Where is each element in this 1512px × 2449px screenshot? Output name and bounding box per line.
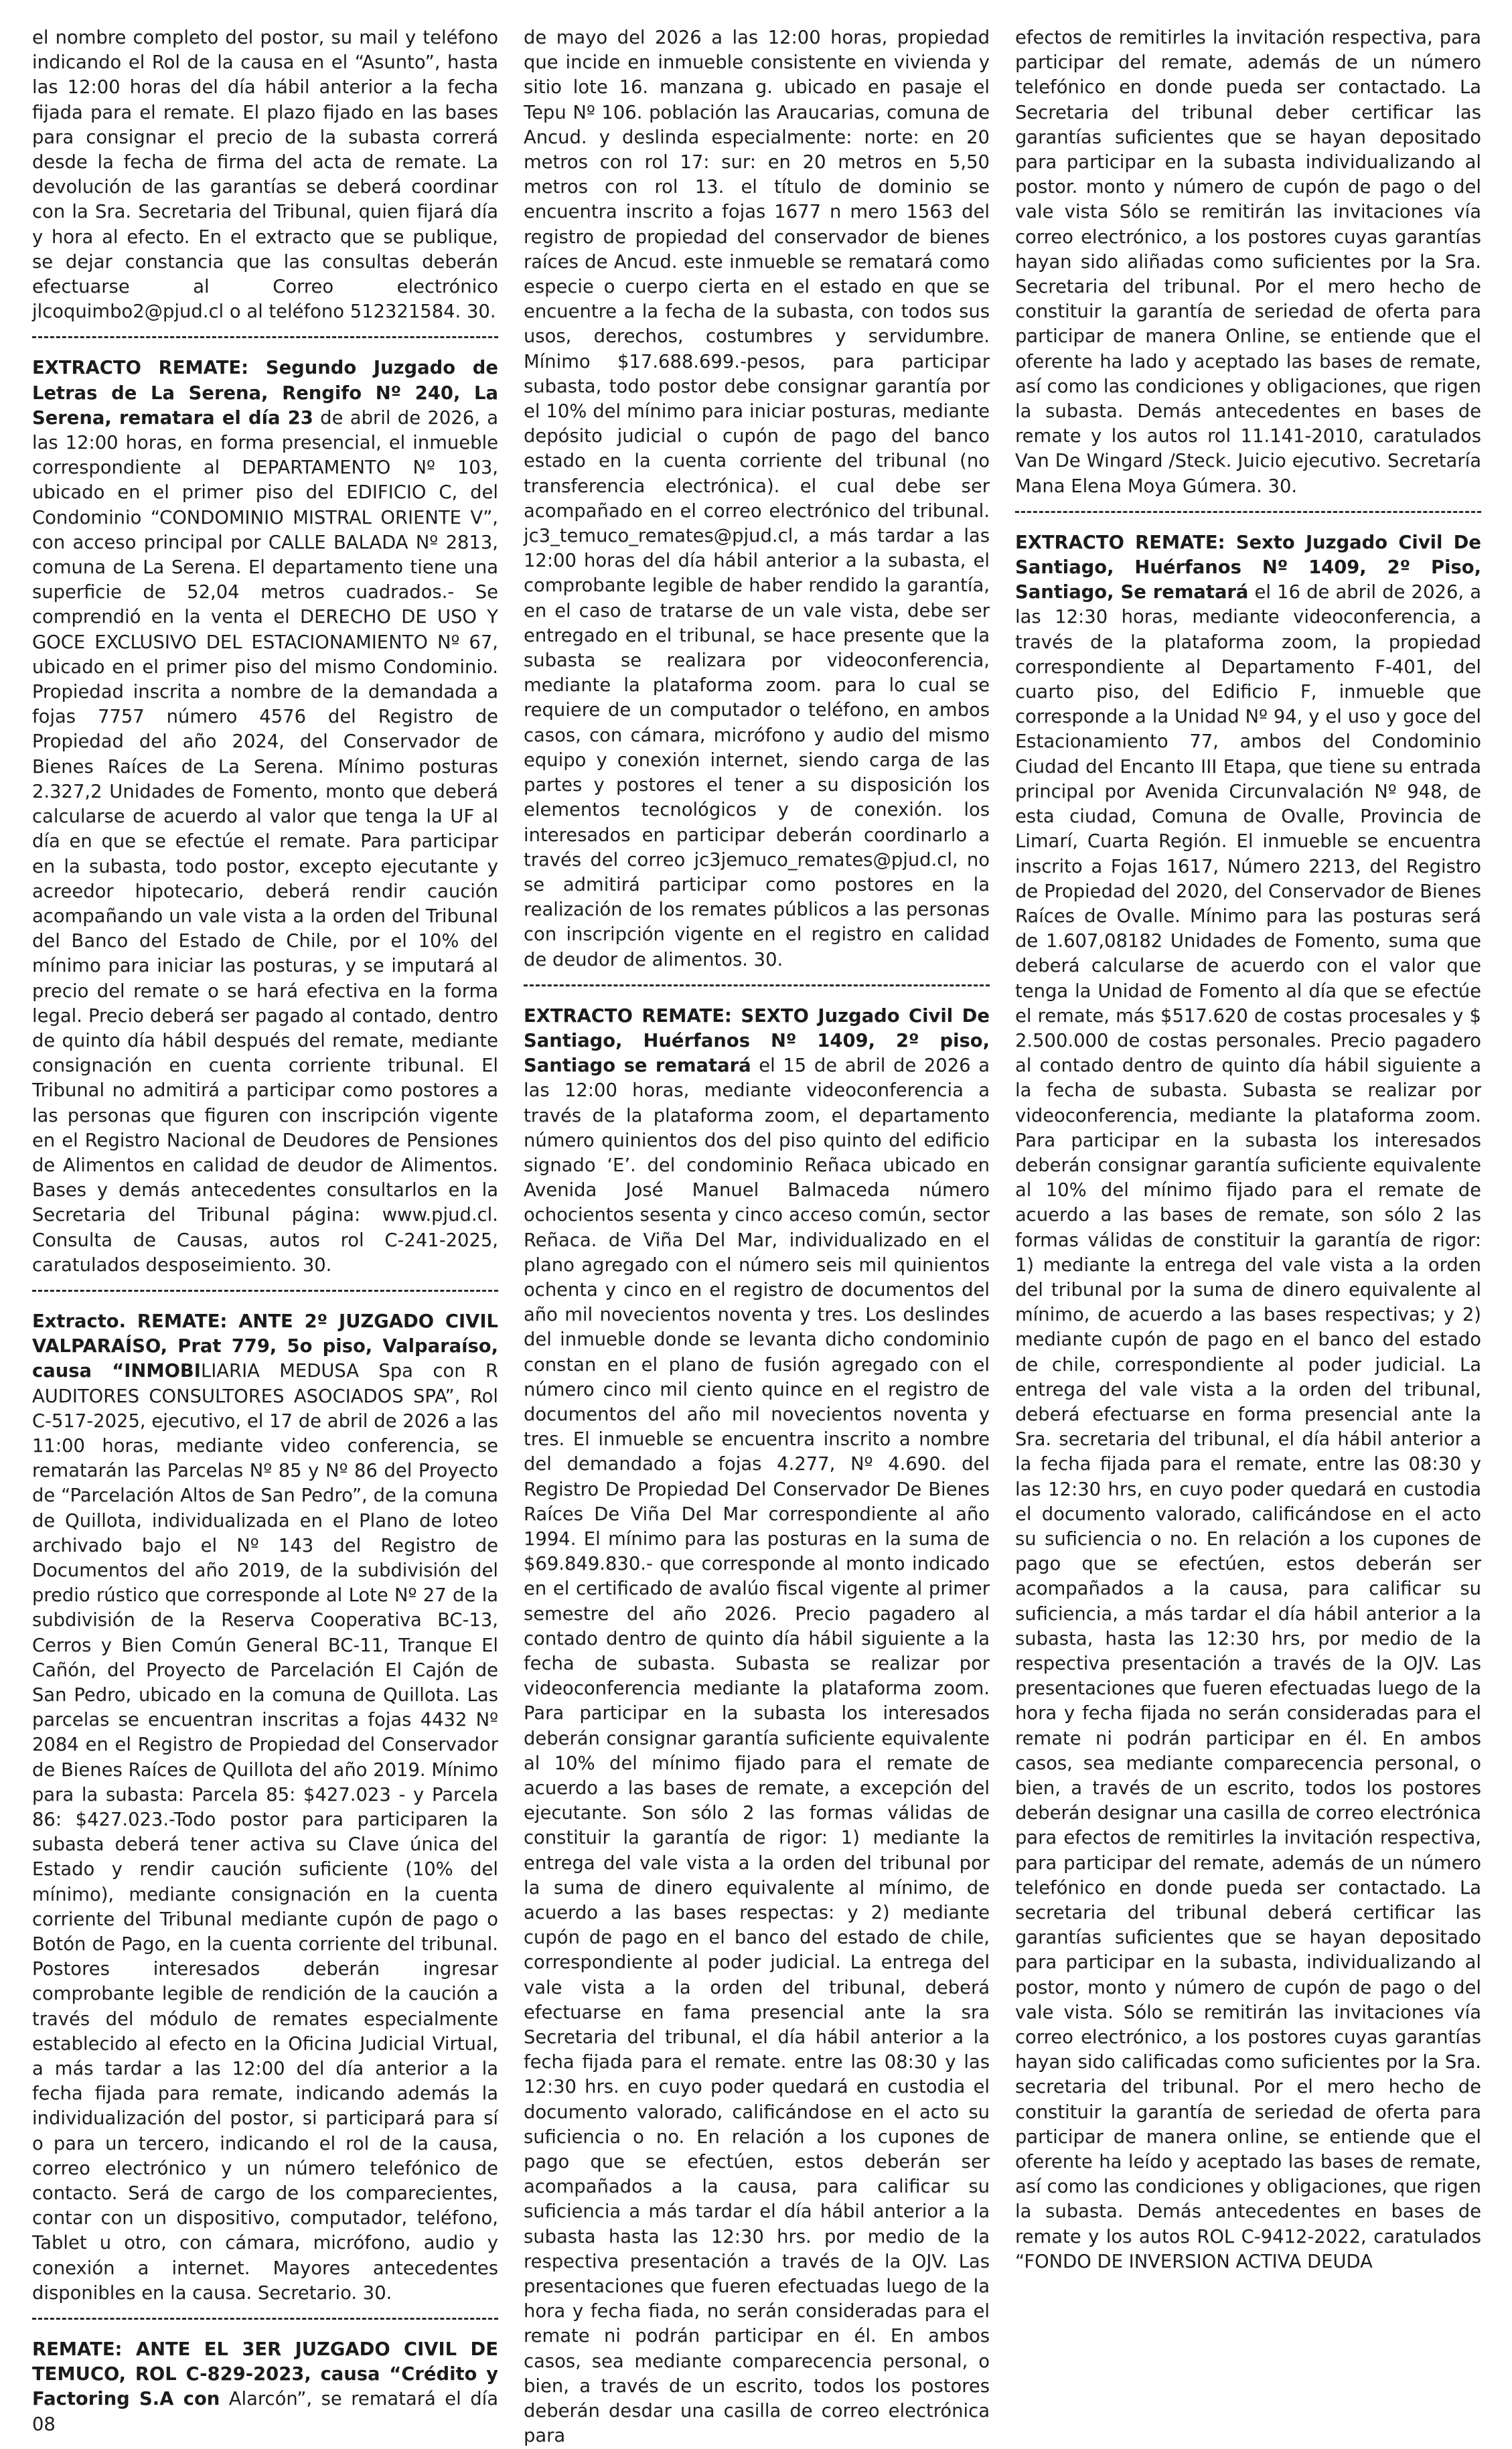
- notice-continuation: [524, 25, 990, 972]
- notice-divider: [32, 336, 498, 338]
- notice-heading: EXTRACTO REMATE: Segundo Juzgado de Letras de La Serena, Rengifo Nº 240, La Serena, rematara el día 23: [32, 358, 498, 429]
- notice-continuation: [32, 25, 498, 324]
- column-1: [32, 25, 498, 2435]
- notice-body: de abril de 2026, a las 12:00 horas, en forma presencial, el inmueble correspondiente al DEPARTAMENTO Nº 103, ubicado en el primer piso del EDIFICIO C, del Condominio “CONDOMINIO MISTRAL ORIENTE V”, con acceso principal por CALLE BALADA Nº 2813, comuna de La Serena. El departamento tiene una superficie de 52,04 metros cuadrados.- Se comprendió en la venta el DERECHO DE USO Y GOCE EXCLUSIVO DEL ESTACIONAMIENTO Nº 67, ubicado en el primer piso del mismo Condominio. Propiedad inscrita a nombre de la demandada a fojas 7757 número 4576 del Registro de Propiedad del año 2024, del Conservador de Bienes Raíces de La Serena. Mínimo posturas 2.327,2 Unidades de Fomento, monto que deberá calcularse de acuerdo al valor que tenga la UF al día en que se efectúe el remate. Para participar en la subasta, todo postor, excepto ejecutante y acreedor hipotecario, deberá rendir caución acompañando un vale vista a la orden del Tribunal del Banco del Estado de Chile, por el 10% del mínimo para iniciar las posturas, y se imputará al precio del remate o se hará efectiva en la forma legal. Precio deberá ser pagado al contado, dentro de quinto día hábil después del remate, mediante consignación en cuenta corriente tribunal. El Tribunal no admitirá a participar como postores a las personas que figuren con inscripción vigente en el Registro Nacional de Deudores de Pensiones de Alimentos en calidad de deudor de Alimentos. Bases y demás antecedentes consultarlos en la Secretaria del Tribunal página: www.pjud.cl. Consulta de Causas, autos rol C-241-2025, caratulados desposeimiento. 30.: [32, 407, 498, 1276]
- notice-body: el 16 de abril de 2026, a las 12:30 horas, mediante videoconferencia, a través de la plataforma zoom, la propiedad correspondiente al Departamento F-401, del cuarto piso, del Edificio F, inmueble que corresponde a la Unidad Nº 94, y el uso y goce del Estacionamiento 77, ambos del Condominio Ciudad del Encanto III Etapa, que tiene su entrada principal por Avenida Circunvalación Nº 948, de esta ciudad, Comuna de Ovalle, Provincia de Limarí, Cuarta Región. El inmueble se encuentra inscrito a Fojas 1617, Número 2213, del Registro de Propiedad del 2020, del Conservador de Bienes Raíces de Ovalle. Mínimo para las posturas será de 1.607,08182 Unidades de Fomento, suma que deberá calcularse de acuerdo con el valor que tenga la Unidad de Fomento al día que se efectúe el remate, más $517.620 de costas procesales y $ 2.500.000 de costas personales. Precio pagadero al contado dentro de quinto día hábil siguiente a la fecha de subasta. Subasta se realizar por videoconferencia, mediante la plataforma zoom. Para participar en la subasta los interesados deberán consignar garantía suficiente equivalente al 10% del mínimo fijado para el remate de acuerdo a las bases de remate, son sólo 2 las formas válidas de constituir la garantía de rigor: 1) mediante la entrega del vale vista a la orden del tribunal por la suma de dinero equivalente al mínimo, de acuerdo a las bases respectivas; y 2) mediante cupón de pago en el banco del estado de chile, correspondiente al poder judicial. La entrega del vale vista a la orden del tribunal, deberá efectuarse en forma presencial ante la Sra. secretaria del tribunal, el día hábil anterior a la fecha fijada para el remate, entre las 08:30 y las 12:30 hrs, en cuyo poder quedará en custodia el documento valorado, calificándose en el acto su suficiencia o no. En relación a los cupones de pago que se efectúen, estos deberán ser acompañados a la causa, para calificar su suficiencia, a más tardar el día hábil anterior a la subasta, hasta las 12:30 hrs, por medio de la respectiva presentación a través de la OJV. Las presentaciones que fueren efectuadas luego de la hora y fecha fijada no serán consideradas para el remate ni podrán participar en él. En ambos casos, sea mediante comparecencia personal, o bien, a través de un escrito, todos los postores deberán designar una casilla de correo electrónica para efectos de remitirles la invitación respectiva, para participar del remate, además de un número telefónico en donde pueda ser contactado. La secretaria del tribunal deberá certificar las garantías suficientes que se hayan depositado para participar en la subasta, individualizando al postor, monto y número de cupón de pago o del vale vista. Sólo se remitirán las invitaciones vía correo electrónico, a los postores cuyas garantías hayan sido calificadas como suficientes por la Sra. secretaria del tribunal. Por el mero hecho de constituir la garantía de seriedad de oferta para participar de manera online, se entiende que el oferente ha leído y aceptado las bases de remate, así como las condiciones y obligaciones, que rigen la subasta. Demás antecedentes en bases de remate y los autos ROL C-9412-2022, caratulados “FONDO DE INVERSION ACTIVA DEUDA: [1015, 582, 1482, 2272]
- column-3: [1015, 25, 1482, 2272]
- notice: [1015, 530, 1481, 2274]
- column-2: [524, 25, 990, 2447]
- notice: [32, 2337, 498, 2437]
- notice-body: efectos de remitirles la invitación respectiva, para participar del remate, además de un número telefónico en donde pueda ser contactado. La Secretaria del tribunal deber certificar las garantías suficientes que se hayan depositado para participar en la subasta individualizando al postor. monto y número de cupón de pago o del vale vista Sólo se remitirán las invitaciones vía correo electrónico, a los postores cuyas garantías hayan sido aliñadas como suficientes por la Sra. Secretaria del tribunal. Por el mero hecho de constituir la garantía de seriedad de oferta para participar de manera Online, se entiende que el oferente ha lado y aceptado las bases de remate, así como las condiciones y obligaciones, que rigen la subasta. Demás antecedentes en bases de remate y los autos rol 11.141-2010, caratulados Van De Wingard /Steck. Juicio ejecutivo. Secretaría Mana Elena Moya Gúmera. 30.: [1015, 27, 1481, 497]
- notice-divider: [32, 2318, 498, 2320]
- notice-body: de mayo del 2026 a las 12:00 horas, propiedad que incide en inmueble consistente en vivienda y sitio lote 16. manzana g. ubicado en pasaje el Tepu Nº 106. población las Araucarias, comuna de Ancud. y deslinda especialmente: norte: en 20 metros con rol 17: sur: en 20 metros en 5,50 metros con rol 13. el título de dominio se encuentra inscrito a fojas 1677 n mero 1563 del registro de propiedad del conservador de bienes raíces de Ancud. este inmueble se rematará como especie o cuerpo cierta en el estado en que se encuentre a la fecha de la subasta, con todos sus usos, derechos, costumbres y servidumbre. Mínimo $17.688.699.-pesos, para participar subasta, todo postor debe consignar garantía por el 10% del mínimo para iniciar posturas, mediante depósito judicial o cupón de pago del banco estado en la cuenta corriente del tribunal (no transferencia electrónica). el cual debe ser acompañado en el correo electrónico del tribunal. jc3_temuco_remates@pjud.cl, a más tardar a las 12:00 horas del día hábil anterior a la subasta, el comprobante legible de haber rendido la garantía, en el caso de tratarse de un vale vista, debe ser entregado en el tribunal, se hace presente que la subasta se realizara por videoconferencia, mediante la plataforma zoom. para lo cual se requiere de un computador o teléfono, en ambos casos, con cámara, micrófono y audio del mismo equipo y conexión internet, siendo carga de las partes y postores el tener a su disposición los elementos tecnológicos y de conexión. los interesados en participar deberán coordinarlo a través del correo jc3jemuco_remates@pjud.cl, no se admitirá participar como postores en la realización de los remates públicos a las personas con inscripción vigente en el registro en calidad de deudor de alimentos. 30.: [524, 27, 990, 970]
- notice-heading: EXTRACTO REMATE: Sexto Juzgado Civil De Santiago, Huérfanos Nº 1409, 2º Piso, Santiago, Se rematará: [1015, 532, 1481, 603]
- notice-continuation: [1015, 25, 1481, 499]
- notice: [32, 1309, 498, 2306]
- notice-divider: [1015, 511, 1481, 513]
- notice-divider: [524, 984, 990, 986]
- notice-body: el nombre completo del postor, su mail y teléfono indicando el Rol de la causa en el “Asunto”, hasta las 12:00 horas del día hábil anterior a la fecha fijada para el remate. El plazo fijado en las bases para consignar el precio de la subasta correrá desde la fecha de firma del acta de remate. La devolución de las garantías se deberá coordinar con la Sra. Secretaria del Tribunal, quien fijará día y hora al efecto. En el extracto que se publique, se dejar constancia que las consultas deberán efectuarse al Correo electrónico jlcoquimbo2@pjud.cl o al teléfono 512321584. 30.: [32, 27, 498, 323]
- notice-body: LIARIA MEDUSA Spa con R AUDITORES CONSULTORES ASOCIADOS SPA”, Rol C-517-2025, ejecutivo, el 17 de abril de 2026 a las 11:00 horas, mediante video conferencia, se rematarán las Parcelas Nº 85 y Nº 86 del Proyecto de “Parcelación Altos de San Pedro”, de la comuna de Quillota, individualizada en el Plano de loteo archivado bajo el Nº 143 del Registro de Documentos del año 2019, de la subdivisión del predio rústico que corresponde al Lote Nº 27 de la subdivisión de la Reserva Cooperativa BC-13, Cerros y Bien Común General BC-11, Tranque El Cañón, del Proyecto de Parcelación El Cajón de San Pedro, ubicado en la comuna de Quillota. Las parcelas se encuentran inscritas a fojas 4432 Nº 2084 en el Registro de Propiedad del Conservador de Bienes Raíces de Quillota del año 2019. Mínimo para la subasta: Parcela 85: $427.023 - y Parcela 86: $427.023.-Todo postor para participaren la subasta deberá tener activa su Clave única del Estado y rendir caución suficiente (10% del mínimo), mediante consignación en la cuenta corriente del Tribunal mediante cupón de pago o Botón de Pago, en la cuenta corriente del tribunal. Postores interesados deberán ingresar comprobante legible de rendición de la caución a través del módulo de remates especialmente establecido al efecto en la Oficina Judicial Virtual, a más tardar a las 12:00 del día anterior a la fecha fijada para remate, indicando además la individualización del postor, si participará para sí o para un tercero, indicando el rol de la causa, correo electrónico y un número telefónico de contacto. Será de cargo de los comparecientes, contar con un dispositivo, computador, teléfono, Tablet u otro, con cámara, micrófono, audio y conexión a internet. Mayores antecedentes disponibles en la causa. Secretario. 30.: [32, 1361, 498, 2304]
- notice: [32, 356, 498, 1278]
- notice-heading: EXTRACTO REMATE: SEXTO Juzgado Civil De Santiago, Huérfanos Nº 1409, 2º piso, Santiago se rematará: [524, 1005, 990, 1077]
- notice-divider: [32, 1290, 498, 1292]
- newspaper-page: [32, 25, 1482, 2447]
- notice-body: Alarcón”, se rematará el día 08: [32, 2389, 498, 2435]
- notice-heading: Extracto. REMATE: ANTE 2º JUZGADO CIVIL VALPARAÍSO, Prat 779, 5o piso, Valparaíso, causa “INMOBI: [32, 1311, 498, 1382]
- notice-heading: REMATE: ANTE EL 3ER JUZGADO CIVIL DE TEMUCO, ROL C-829-2023, causa “Crédito y Factoring S.A con: [32, 2339, 498, 2410]
- notice: [524, 1004, 990, 2449]
- notice-body: el 15 de abril de 2026 a las 12:00 horas, mediante videoconferencia a través de la plataforma zoom, el departamento número quinientos dos del piso quinto del edificio signado ‘E’. del condominio Reñaca ubicado en Avenida José Manuel Balmaceda número ochocientos sesenta y cinco acceso común, sector Reñaca. de Viña Del Mar, individualizado en el plano agregado con el número seis mil quinientos ochenta y cinco en el registro de documentos del año mil novecientos noventa y tres. Los deslindes del inmueble donde se levanta dicho condominio constan en el plano de fusión agregado con el número cinco mil ciento quince en el registro de documentos del año mil novecientos noventa y tres. El inmueble se encuentra inscrito a nombre del demandado a fojas 4.277, Nº 4.690. del Registro De Propiedad Del Conservador De Bienes Raíces De Viña Del Mar correspondiente al año 1994. El mínimo para las posturas en la suma de $69.849.830.- que corresponde al monto indicado en el certificado de avalúo fiscal vigente al primer semestre del año 2026. Precio pagadero al contado dentro de quinto día hábil siguiente a la fecha de subasta. Subasta se realizar por videoconferencia mediante la plataforma zoom. Para participar en la subasta los interesados deberán consignar garantía suficiente equivalente al 10% del mínimo fijado para el remate de acuerdo a las bases de remate, a excepción del ejecutante. Son sólo 2 las formas válidas de constituir la garantía de rigor: 1) mediante la entrega del vale vista a la orden del tribunal por la suma de dinero equivalente al mínimo, de acuerdo a las bases respectas: y 2) mediante cupón de pago en el banco del estado de chile, correspondiente al poder judicial. La entrega del vale vista a la orden del tribunal, deberá efectuarse en fama presencial ante la sra Secretaria del tribunal, el día hábil anterior a la fecha fijada para el remate. entre las 08:30 y las 12:30 hrs. en cuyo poder quedará en custodia el documento valorado, calificándose en el acto su suficiencia o no. En relación a los cupones de pago que se efectúen, estos deberán ser acompañados a la causa, para calificar su suficiencia a más tardar el día hábil anterior a la subasta hasta las 12:30 hrs. por medio de la respectiva presentación a través de la OJV. Las presentaciones que fueren efectuadas luego de la hora y fecha fiada, no serán consideradas para el remate ni podrán participar en él. En ambos casos, sea mediante comparecencia personal, o bien, a través de un escrito, todos los postores deberán desdar una casilla de correo electrónica para: [524, 1055, 990, 2447]
